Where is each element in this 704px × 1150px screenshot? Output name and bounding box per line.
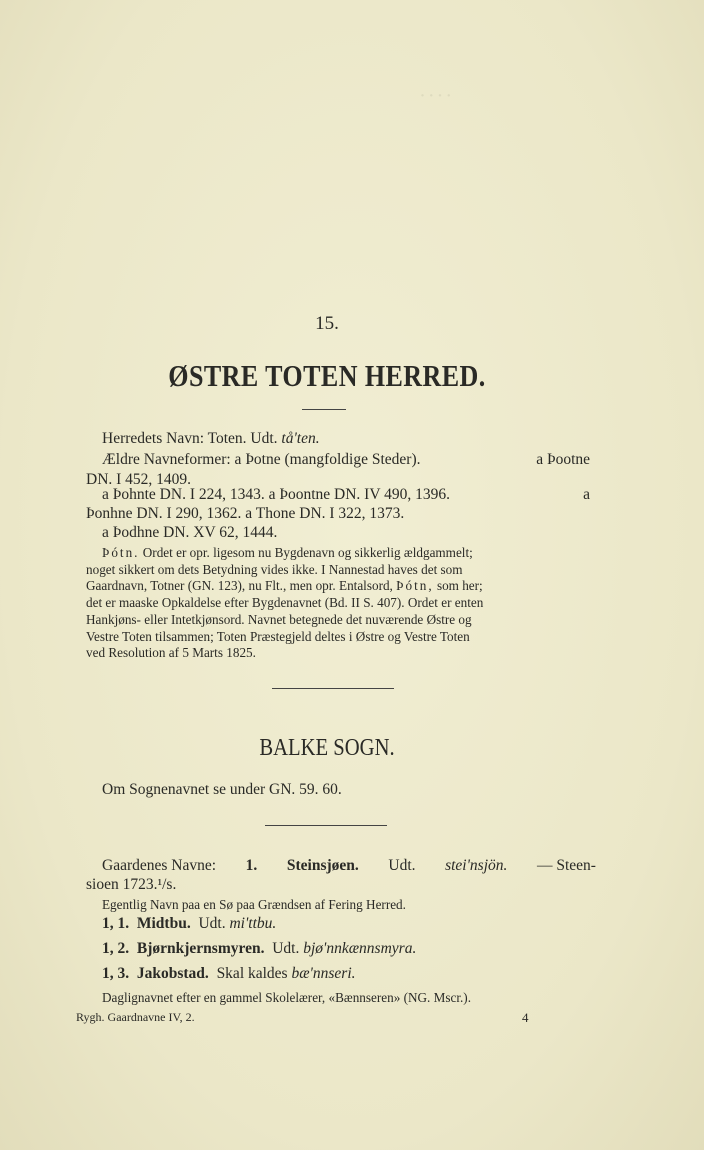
note-line-1 (102, 545, 590, 561)
footer-sheet-number: 4 (522, 1010, 529, 1025)
farm-entry-name: Jakobstad. (136, 965, 209, 982)
farm-entry-number: 1, 3. (102, 965, 130, 982)
herred-name-text: Herredets Navn: Toten. Udt. (102, 430, 278, 447)
farm-older-form-line: sioen 1723.¹/s. (86, 876, 177, 893)
herred-name-line (102, 430, 320, 448)
farm-description-1: Egentlig Navn paa en Sø paa Grændsen af Fering Herred. (102, 897, 406, 912)
farm-entry-udt: Udt. (272, 940, 300, 957)
note-text-3-end: som her; (436, 578, 483, 593)
older-forms-text-end: a Þootne (536, 451, 590, 468)
farm-list-label: Gaardenes Navne: (102, 857, 217, 874)
parish-note: Om Sognenavnet se under GN. 59. 60. (102, 781, 342, 798)
older-forms-line (102, 451, 590, 469)
farm-entry-pronunciation: bæ'nnseri. (291, 965, 356, 982)
older-forms-line-3 (102, 486, 590, 504)
farm-pronunciation-1: stei'nsjön. (445, 857, 508, 874)
farm-description-2: Daglignavnet efter en gammel Skolelærer, «Bænnseren» (NG. Mscr.). (102, 990, 471, 1005)
older-forms-text-3: a Þohnte DN. I 224, 1343. a Þoontne DN. IV 490, 1396. (102, 486, 451, 503)
note-headword-2: Þótn, (396, 578, 434, 593)
note-text-2: noget sikkert om dets Betydning vides ikke. I Nannestad haves det som (86, 562, 463, 577)
farm-number-1: 1. (245, 857, 258, 874)
farm-entry-number: 1, 2. (102, 940, 130, 957)
older-forms-line-2: DN. I 452, 1409. (86, 471, 192, 488)
bleed-through-text: · · · · (420, 88, 452, 104)
farm-entry-number: 1, 1. (102, 915, 130, 932)
note-text-3: Gaardnavn, Totner (GN. 123), nu Flt., men opr. Entalsord, (86, 578, 393, 593)
farm-entry-pronunciation: bjø'nnkænnsmyra. (303, 940, 417, 957)
farm-older-form-1: — Steen- (537, 857, 596, 874)
older-forms-text: Ældre Navneformer: a Þotne (mangfoldige Steder). (102, 451, 421, 468)
note-line-7: ved Resolution af 5 Marts 1825. (86, 645, 256, 660)
farm-entry (102, 965, 356, 983)
farm-entry-udt: Udt. (198, 915, 226, 932)
note-line-5: Hankjøns- eller Intetkjønsord. Navnet betegnede det nuværende Østre og (86, 612, 472, 627)
note-line-2 (86, 562, 590, 578)
footer-signature: Rygh. Gaardnavne IV, 2. (76, 1010, 195, 1024)
farm-entry-name: Bjørnkjernsmyren. (136, 940, 265, 957)
divider-short (302, 409, 346, 410)
section-number: 15. (315, 313, 339, 334)
divider-mid (272, 688, 394, 689)
farm-udt-1: Udt. (388, 857, 416, 874)
page-title: ØSTRE TOTEN HERRED. (168, 358, 486, 393)
farm-entry (102, 915, 276, 933)
older-forms-text-3-end: a (583, 486, 590, 503)
note-line-3 (86, 578, 590, 594)
farm-entry-pronunciation: mi'ttbu. (229, 915, 277, 932)
note-line-4: det er maaske Opkaldelse efter Bygdenavnet (Bd. II S. 407). Ordet er enten (86, 595, 484, 610)
herred-pronunciation: tå'ten. (281, 430, 320, 447)
note-line-6: Vestre Toten tilsammen; Toten Præstegjeld deltes i Østre og Vestre Toten (86, 629, 470, 644)
farm-entry (102, 940, 416, 958)
farm-entry-udt: Skal kaldes (216, 965, 288, 982)
note-headword: Þótn. (102, 545, 140, 560)
note-text-1: Ordet er opr. ligesom nu Bygdenavn og sikkerlig ældgammelt; (142, 545, 473, 560)
farm-entry-name: Midtbu. (136, 915, 191, 932)
older-forms-line-4: Þonhne DN. I 290, 1362. a Thone DN. I 322, 1373. (86, 505, 405, 522)
farm-list-intro (102, 857, 596, 875)
divider-lower (265, 825, 387, 826)
parish-title: BALKE SOGN. (259, 735, 395, 761)
older-forms-line-5: a Þodhne DN. XV 62, 1444. (102, 524, 278, 541)
farm-name-1: Steinsjøen. (286, 857, 359, 874)
